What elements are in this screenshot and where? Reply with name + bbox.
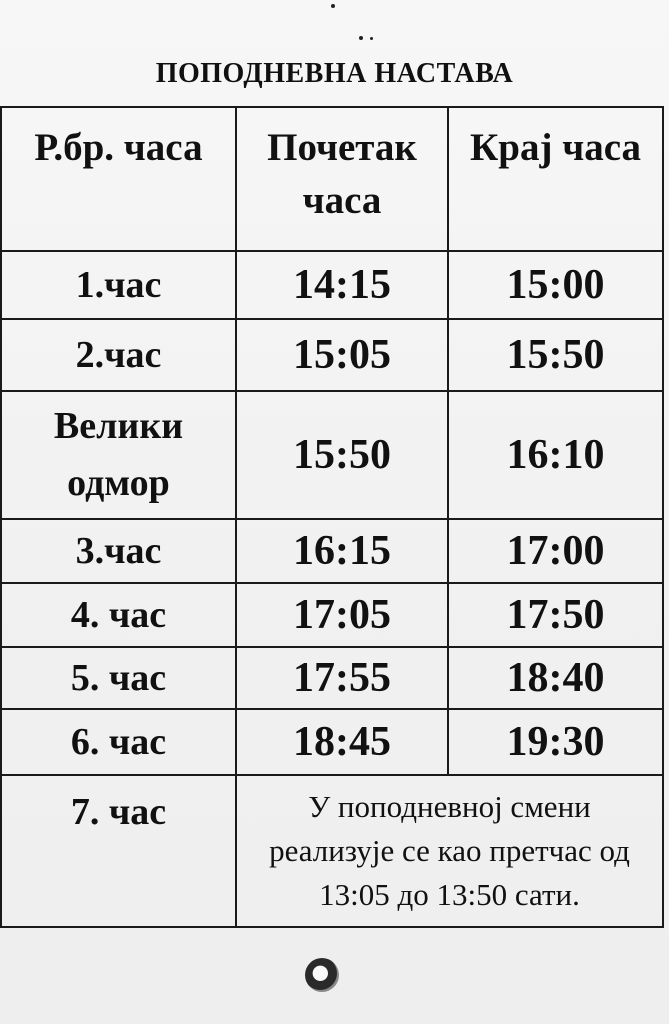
period-label: Велики одмор [1,391,236,519]
end-time: 17:50 [448,583,663,647]
start-time: 17:55 [236,647,448,709]
table-row [1,647,663,709]
period-label: 6. час [1,709,236,775]
end-time: 17:00 [448,519,663,583]
start-time: 15:50 [236,391,448,519]
table-row [1,519,663,583]
start-time: 18:45 [236,709,448,775]
stamp-icon [305,958,339,992]
period-label: 5. час [1,647,236,709]
period-label: 2.час [1,319,236,391]
end-time: 18:40 [448,647,663,709]
period-note: У поподневној смени реализује се као претчас од 13:05 до 13:50 сати. [236,775,663,927]
page-title: ПОПОДНЕВНА НАСТАВА [155,58,514,89]
start-time: 14:15 [236,251,448,319]
start-time: 15:05 [236,319,448,391]
schedule-table [0,106,664,928]
table-row [1,775,663,927]
header-end: Крај часа [448,107,663,251]
period-label: 1.час [1,251,236,319]
end-time: 15:50 [448,319,663,391]
header-number: Р.бр. часа [1,107,236,251]
header-row [1,107,663,251]
end-time: 16:10 [448,391,663,519]
table-row [1,709,663,775]
end-time: 15:00 [448,251,663,319]
header-start: Почетак часа [236,107,448,251]
start-time: 16:15 [236,519,448,583]
speck [331,4,335,8]
table-row [1,391,663,519]
end-time: 19:30 [448,709,663,775]
start-time: 17:05 [236,583,448,647]
period-label: 3.час [1,519,236,583]
table-row [1,251,663,319]
table-row [1,583,663,647]
speck [370,37,373,40]
table-row [1,319,663,391]
period-label: 7. час [1,775,236,927]
period-label: 4. час [1,583,236,647]
speck [359,36,363,40]
